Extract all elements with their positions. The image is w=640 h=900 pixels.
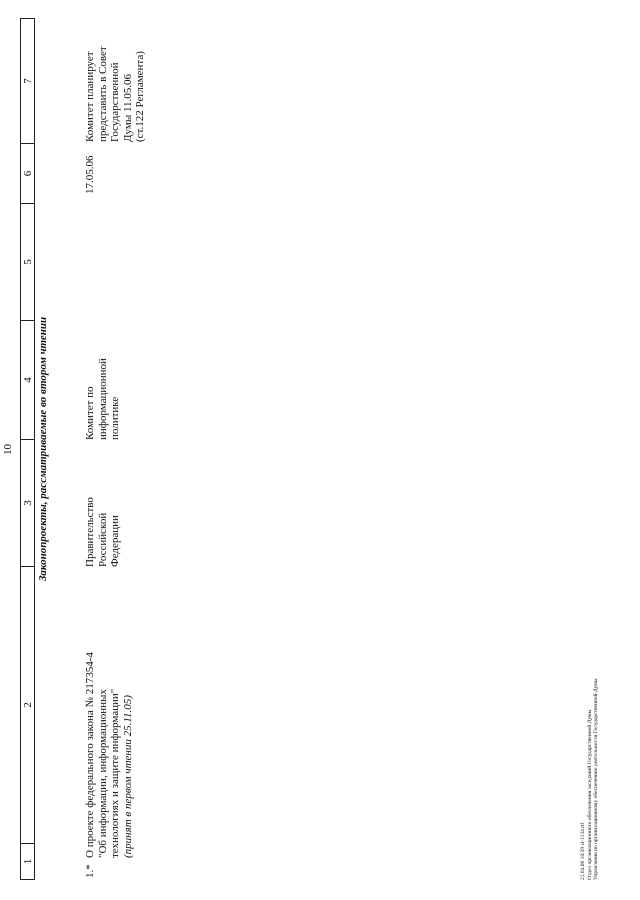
initiator-line: Правительство: [84, 497, 96, 567]
remark-line: (ст.122 Регламента): [134, 51, 146, 142]
initiator: [84, 497, 122, 567]
row-number: 1.*: [84, 864, 96, 878]
remark-line: Государственной: [109, 62, 121, 142]
committee-line: политике: [109, 396, 121, 440]
remark-line: представить в Совет: [96, 46, 109, 142]
header-col-4: 4: [20, 321, 35, 440]
header-col-3: 3: [20, 440, 35, 567]
header-col-7: 7: [20, 18, 35, 144]
bill-title-line: "Об информации, информационных: [96, 689, 109, 858]
first-reading-note: (принят в первом чтении 25.11.05): [121, 695, 134, 858]
committee-line: Комитет по: [84, 386, 96, 440]
initiator-line: Российской: [96, 512, 109, 567]
footer-line: Управления по организационному обеспечению деятельности Государственной Думы: [593, 678, 599, 880]
initiator-line: Федерации: [109, 515, 121, 567]
remark-line: Комитет планирует: [84, 51, 96, 142]
header-col-2: 2: [20, 567, 35, 844]
bill-title: [84, 652, 134, 858]
bill-title-line: О проекте федерального закона № 217354-4: [84, 652, 96, 858]
bill-title-line: технологиях и защите информации": [109, 688, 121, 858]
responsible-committee: [84, 358, 122, 440]
committee-line: информационной: [96, 358, 109, 440]
section-title: Законопроекты, рассматриваемые во втором чтении: [37, 316, 49, 582]
remarks: [84, 46, 147, 142]
header-col-6: 6: [20, 144, 35, 204]
header-col-1: 1: [20, 844, 35, 880]
page-number: 10: [2, 444, 14, 455]
header-col-5: 5: [20, 204, 35, 321]
footer-line: 21.04.06 18:39 sl-1134.rtf: [580, 822, 586, 880]
remark-line: Думы 11.05.06: [121, 73, 134, 142]
footer-line: Отдел организационного обеспечения заседаний Государственной Думы: [586, 709, 593, 880]
document-footer: [580, 678, 600, 880]
consideration-date: 17.05.06: [84, 155, 96, 194]
